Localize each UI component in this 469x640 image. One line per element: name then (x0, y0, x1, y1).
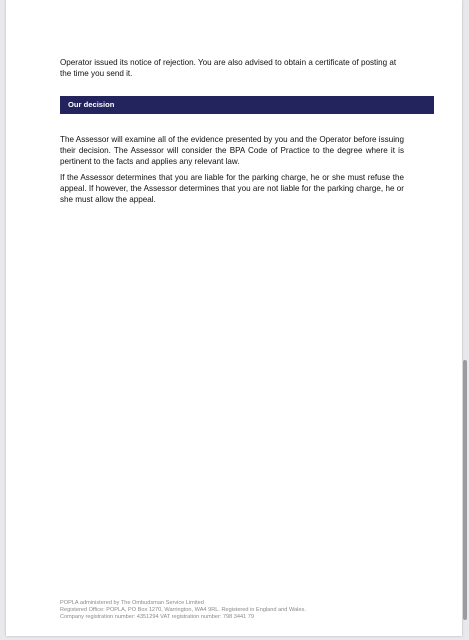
footer-line-company-registration: Company registration number: 4351294 VAT registration number: 798 3441 79 (60, 614, 255, 620)
vertical-scrollbar[interactable] (463, 360, 467, 620)
decision-paragraph-1: The Assessor will examine all of the evidence presented by you and the Operator before issuing their decision. The Assessor will consider the BPA Code of Practice to the degree where it is pertinent to the facts and applies any relevant law. (60, 135, 404, 166)
section-title: Our decision (68, 100, 115, 109)
section-header-bar (60, 96, 434, 114)
document-page (6, 0, 462, 636)
intro-paragraph: Operator issued its notice of rejection. You are also advised to obtain a certificate of posting at the time you send it. (60, 58, 397, 78)
page-footer (60, 600, 420, 621)
footer-line-administered: POPLA administered by The Ombudsman Service Limited (60, 600, 204, 606)
decision-paragraph-2: If the Assessor determines that you are liable for the parking charge, he or she must refuse the appeal. If however, the Assessor determines that you are not liable for the parking charge, he or she must allow the appeal. (60, 173, 404, 204)
footer-line-registered-office: Registered Office: POPLA, PO Box 1270, Warrington, WA4 9RL. Registered in England and Wales. (60, 607, 306, 613)
